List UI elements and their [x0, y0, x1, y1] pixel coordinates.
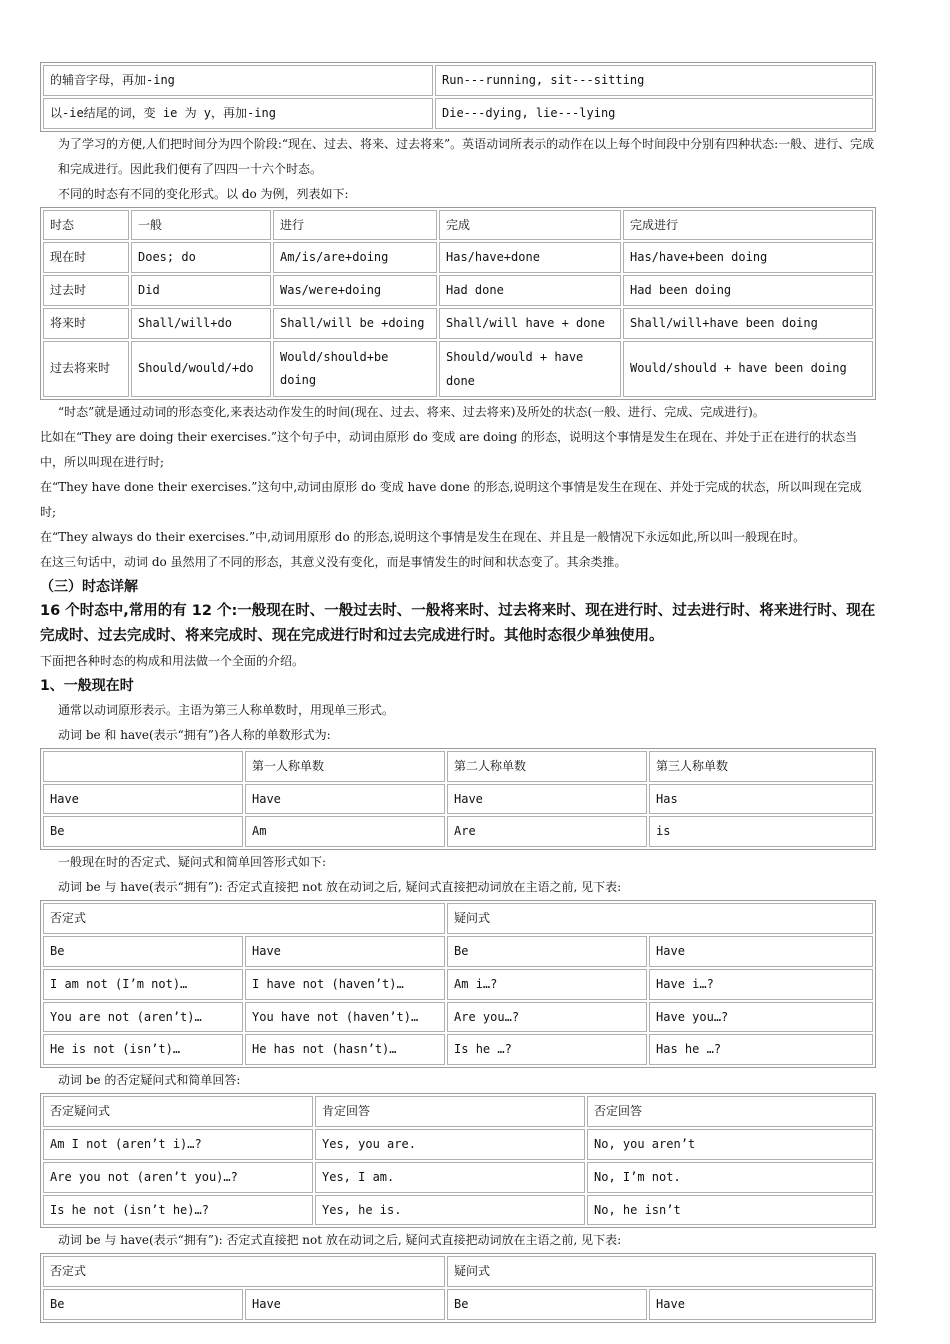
table-row: [43, 98, 873, 129]
table-cell: Had been doing: [623, 275, 873, 306]
negative-question-table-2: [40, 1253, 876, 1323]
table-row: [43, 1162, 873, 1193]
table-cell: Is he …?: [447, 1034, 647, 1065]
table-cell: 以-ie结尾的词，变 ie 为 y，再加-ing: [43, 98, 433, 129]
paragraph: 动词 be 与 have(表示“拥有”): 否定式直接把 not 放在动词之后, 疑问式直接把动词放在主语之前, 见下表:: [58, 880, 622, 895]
table-row: [43, 784, 873, 815]
paragraph: 一般现在时的否定式、疑问式和简单回答形式如下:: [58, 855, 327, 870]
table-header-cell: 时态: [43, 210, 129, 241]
table-header-row: [43, 1096, 873, 1127]
table-header-cell: 疑问式: [447, 903, 873, 934]
table-cell: Was/were+doing: [273, 275, 437, 306]
table-cell: No, I’m not.: [587, 1162, 873, 1193]
paragraph: 通常以动词原形表示。主语为第三人称单数时，用现单三形式。: [58, 702, 395, 717]
table-cell: Die---dying, lie---lying: [435, 98, 873, 129]
bold-summary: 16 个时态中,常用的有 12 个:一般现在时、一般过去时、一般将来时、过去将来时、现在进行时、过去进行时、将来进行时、现在完成时、过去完成时、将来完成时、现在完成进行时和过去完成进行时。其他时态很少单独使用。: [40, 602, 876, 644]
table-cell: 的辅音字母，再加-ing: [43, 65, 433, 96]
table-cell: Has he …?: [649, 1034, 873, 1065]
table-cell: Shall/will+have been doing: [623, 308, 873, 339]
table-row: [43, 1195, 873, 1226]
paragraph: 比如在“They are doing their exercises.”这个句子中，动词由原形 do 变成 are doing 的形态，说明这个事情是发生在现在、并处于正在进行的状态当中，所以叫现在进行时;: [40, 429, 858, 469]
paragraph: 在“They have done their exercises.”这句中,动词由原形 do 变成 have done 的形态,说明这个事情是发生在现在、并处于完成的状态，所以叫现在完成时;: [40, 479, 862, 519]
table-cell: Is he not (isn’t he)…?: [43, 1195, 313, 1226]
table-cell: Has/have+done: [439, 242, 621, 273]
table-header-cell: 进行: [273, 210, 437, 241]
table-header-cell: 一般: [131, 210, 271, 241]
table-cell: Am/is/are+doing: [273, 242, 437, 273]
paragraph: 下面把各种时态的构成和用法做一个全面的介绍。: [40, 653, 305, 668]
table-cell: No, you aren’t: [587, 1129, 873, 1160]
table-cell: Are you not (aren’t you)…?: [43, 1162, 313, 1193]
table-row: [43, 816, 873, 847]
table-cell: Be: [43, 1289, 243, 1320]
table-cell: Should/would + have done: [439, 341, 621, 397]
table-cell: Have i…?: [649, 969, 873, 1000]
table-cell: You have not (haven’t)…: [245, 1002, 445, 1033]
table-cell: 将来时: [43, 308, 129, 339]
table-cell: Should/would/+do: [131, 341, 271, 397]
table-cell: Am i…?: [447, 969, 647, 1000]
table-cell: Does; do: [131, 242, 271, 273]
table-header-cell: 第二人称单数: [447, 751, 647, 782]
table-cell: Have: [245, 936, 445, 967]
table-cell: Did: [131, 275, 271, 306]
table-cell: Be: [447, 936, 647, 967]
paragraph: “时态”就是通过动词的形态变化,来表达动作发生的时间(现在、过去、将来、过去将来)及所处的状态(一般、进行、完成、完成进行)。: [58, 404, 765, 419]
negative-question-table: [40, 900, 876, 1068]
table-row: [43, 1002, 873, 1033]
table-cell: Yes, you are.: [315, 1129, 585, 1160]
table-cell: 过去将来时: [43, 341, 129, 397]
table-row: [43, 969, 873, 1000]
table-cell: Am I not (aren’t i)…?: [43, 1129, 313, 1160]
table-cell: Have: [649, 936, 873, 967]
table-cell: Have: [245, 1289, 445, 1320]
table-header-cell: 第三人称单数: [649, 751, 873, 782]
table-header-cell: 否定式: [43, 1256, 445, 1287]
short-answer-table: [40, 1093, 876, 1228]
table-cell: Have: [43, 784, 243, 815]
table-row: [43, 275, 873, 306]
table-header-cell: [43, 751, 243, 782]
table-row: [43, 308, 873, 339]
table-cell: Had done: [439, 275, 621, 306]
table-header-cell: 完成进行: [623, 210, 873, 241]
table-cell: Have: [245, 784, 445, 815]
paragraph: 不同的时态有不同的变化形式。以 do 为例，列表如下:: [58, 186, 349, 201]
table-cell: Would/should + have been doing: [623, 341, 873, 397]
table-header-row: [43, 751, 873, 782]
table-cell: Have: [447, 784, 647, 815]
table-row: [43, 65, 873, 96]
table-cell: Be: [43, 936, 243, 967]
table-cell: Are you…?: [447, 1002, 647, 1033]
table-cell: Has/have+been doing: [623, 242, 873, 273]
table-header-cell: 否定式: [43, 903, 445, 934]
table-cell: Shall/will+do: [131, 308, 271, 339]
subsection-heading: 1、一般现在时: [40, 677, 134, 694]
table-cell: Would/should+be doing: [273, 341, 437, 397]
table-cell: Shall/will have + done: [439, 308, 621, 339]
table-cell: He has not (hasn’t)…: [245, 1034, 445, 1065]
table-cell: Have you…?: [649, 1002, 873, 1033]
table-cell: 现在时: [43, 242, 129, 273]
table-row: [43, 1289, 873, 1320]
table-row: [43, 936, 873, 967]
paragraph: 动词 be 和 have(表示“拥有”)各人称的单数形式为:: [58, 727, 331, 742]
person-forms-table: [40, 748, 876, 850]
table-header-cell: 疑问式: [447, 1256, 873, 1287]
table-header-cell: 否定回答: [587, 1096, 873, 1127]
table-header-row: [43, 903, 873, 934]
document-page: [40, 62, 876, 1323]
table-cell: He is not (isn’t)…: [43, 1034, 243, 1065]
table-cell: I have not (haven’t)…: [245, 969, 445, 1000]
table-header-cell: 否定疑问式: [43, 1096, 313, 1127]
table-cell: Are: [447, 816, 647, 847]
table-cell: Be: [447, 1289, 647, 1320]
paragraph: 为了学习的方便,人们把时间分为四个阶段:“现在、过去、将来、过去将来”。英语动词所表示的动作在以上每个时间段中分别有四种状态:一般、进行、完成和完成进行。因此我们便有了四四一十六个时态。: [58, 136, 875, 176]
table-cell: Shall/will be +doing: [273, 308, 437, 339]
table-cell: Have: [649, 1289, 873, 1320]
table-cell: Be: [43, 816, 243, 847]
section-heading: （三）时态详解: [40, 578, 138, 595]
table-header-row: [43, 210, 873, 241]
tense-forms-table: [40, 207, 876, 400]
paragraph: 在这三句话中，动词 do 虽然用了不同的形态，其意义没有变化，而是事情发生的时间和状态变了。其余类推。: [40, 554, 627, 569]
table-cell: You are not (aren’t)…: [43, 1002, 243, 1033]
table-cell: Has: [649, 784, 873, 815]
table-header-row: [43, 1256, 873, 1287]
table-header-cell: 完成: [439, 210, 621, 241]
table-row: [43, 341, 873, 397]
paragraph: 动词 be 的否定疑问式和简单回答:: [58, 1073, 241, 1088]
table-header-cell: 第一人称单数: [245, 751, 445, 782]
table-cell: 过去时: [43, 275, 129, 306]
table-row: [43, 1034, 873, 1065]
paragraph: 在“They always do their exercises.”中,动词用原形 do 的形态,说明这个事情是发生在现在、并且是一般情况下永远如此,所以叫一般现在时。: [40, 529, 806, 544]
table-cell: Run---running, sit---sitting: [435, 65, 873, 96]
table-header-cell: 肯定回答: [315, 1096, 585, 1127]
table-cell: is: [649, 816, 873, 847]
table-cell: Yes, I am.: [315, 1162, 585, 1193]
table-cell: No, he isn’t: [587, 1195, 873, 1226]
table-cell: Am: [245, 816, 445, 847]
table-row: [43, 242, 873, 273]
spelling-rules-table: [40, 62, 876, 132]
table-row: [43, 1129, 873, 1160]
table-cell: I am not (I’m not)…: [43, 969, 243, 1000]
paragraph: 动词 be 与 have(表示“拥有”): 否定式直接把 not 放在动词之后, 疑问式直接把动词放在主语之前, 见下表:: [58, 1233, 622, 1248]
table-cell: Yes, he is.: [315, 1195, 585, 1226]
